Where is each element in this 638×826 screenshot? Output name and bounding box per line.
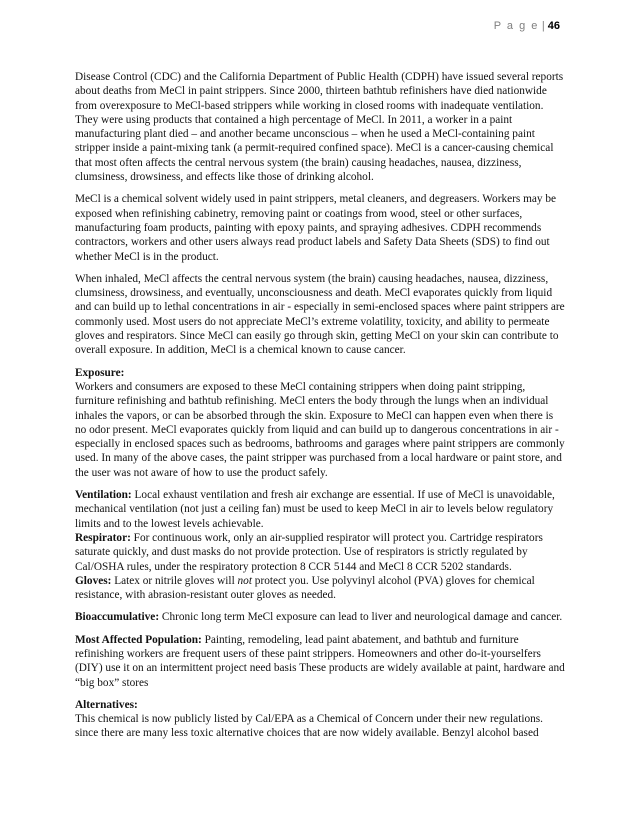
bioaccumulative-label: Bioaccumulative: (75, 611, 160, 624)
population-label: Most Affected Population: (75, 633, 202, 646)
gloves-text-a: Latex or nitrile gloves will (111, 574, 238, 587)
gloves-text-b: protect you. Use polyvinyl alcohol (PVA) gloves for chemical resistance, with abrasion-resistant outer gloves as needed. (75, 574, 535, 602)
page-number: 46 (547, 20, 560, 32)
exposure-section (75, 366, 565, 480)
respirator-item (75, 531, 565, 574)
gloves-item (75, 574, 565, 603)
alternatives-section (75, 698, 565, 741)
gloves-not-emphasis: not (237, 574, 252, 587)
paragraph-mecl-uses: MeCl is a chemical solvent widely used in paint strippers, metal cleaners, and degreasers. Workers may be exposed when refinishing cabinetry, removing paint or coatings from wood, steel or other surfaces, manufacturing foam products, painting with epoxy paints, and spraying adhesives. CDPH recommends contractors, workers and other users always read product labels and Safety Data Sheets (SDS) to find out whether MeCl is in the product. (75, 193, 557, 263)
controls-section (75, 488, 565, 602)
ventilation-item (75, 488, 565, 531)
bioaccumulative-text: Chronic long term MeCl exposure can lead to liver and neurological damage and cancer. (159, 611, 563, 624)
ventilation-label: Ventilation: (75, 489, 132, 502)
population-text: Painting, remodeling, lead paint abatement, and bathtub and furniture refinishing workers are frequent users of these paint strippers. Homeowners and other do-it-yourselfers (DIY) use it on an intermittent project need basis These products are widely available at paint, hardware and “big box” stores (75, 633, 565, 689)
page-header (494, 20, 560, 32)
exposure-body: Workers and consumers are exposed to these MeCl containing strippers when doing paint stripping, furniture refinishing and bathtub refinishing. MeCl enters the body through the lungs when an individual inhales the vapors, or can be absorbed through the skin. Exposure to MeCl can happen even when there is no odor present. MeCl evaporates quickly from liquid and can build up to dangerous concentrations in air - especially in enclosed spaces such as bedrooms, bathrooms and garages where paint strippers are commonly used. In many of the above cases, the paint stripper was purchased from a local hardware or paint store, and the user was not aware of how to use the product safely. (75, 380, 565, 479)
gloves-label: Gloves: (75, 574, 112, 587)
respirator-text: For continuous work, only an air-supplied respirator will protect you. Cartridge respirators saturate quickly, and dust masks do not provide protection. Use of respirators is strictly regulated by Cal/OSHA rules, under the respiratory protection 8 CCR 5144 and MeCl 8 CCR 5202 standards. (75, 531, 543, 573)
alternatives-body: This chemical is now publicly listed by Cal/EPA as a Chemical of Concern under their new regulations. since there are many less toxic alternative choices that are now widely available. Benzyl alcohol based (75, 713, 543, 740)
exposure-heading: Exposure: (75, 366, 125, 379)
population-paragraph (75, 633, 565, 690)
document-body (75, 70, 565, 741)
alternatives-heading: Alternatives: (75, 698, 138, 711)
respirator-label: Respirator: (75, 531, 131, 544)
bioaccumulative-paragraph (75, 610, 565, 624)
page-label: P a g e (493, 20, 539, 32)
paragraph-inhalation-effects: When inhaled, MeCl affects the central nervous system (the brain) causing headaches, nausea, dizziness, clumsiness, drowsiness, and eventually, unconsciousness and death. MeCl evaporates quickly from liquid and can build up to lethal concentrations in air - especially in semi-enclosed spaces where paint strippers are commonly used. Most users do not appreciate MeCl’s extreme volatility, toxicity, and ability to permeate gloves and respirators. Since MeCl can easily go through skin, getting MeCl on your skin can contribute to overall exposure. In addition, MeCl is a chemical known to cause cancer. (75, 272, 565, 357)
header-separator: | (541, 20, 545, 32)
paragraph-cdc-reports: Disease Control (CDC) and the California Department of Public Health (CDPH) have issued several reports about deaths from MeCl in paint strippers. Since 2000, thirteen bathtub refinishers have died nationwide from overexposure to MeCl-based strippers while working in closed rooms with inadequate ventilation. They were using products that contained a high percentage of MeCl. In 2011, a worker in a paint manufacturing plant died – and another became unconscious – when he used a MeCl-containing paint stripper inside a paint-mixing tank (a permit-required confined space). MeCl is a cancer-causing chemical that most often affects the central nervous system (the brain) causing headaches, nausea, dizziness, clumsiness, drowsiness, and effects like those of drinking alcohol. (75, 71, 564, 184)
ventilation-text: Local exhaust ventilation and fresh air exchange are essential. If use of MeCl is unavoidable, mechanical ventilation (not just a ceiling fan) must be used to keep MeCl in air to levels below regulatory limits and to the lowest levels achievable. (75, 489, 555, 530)
